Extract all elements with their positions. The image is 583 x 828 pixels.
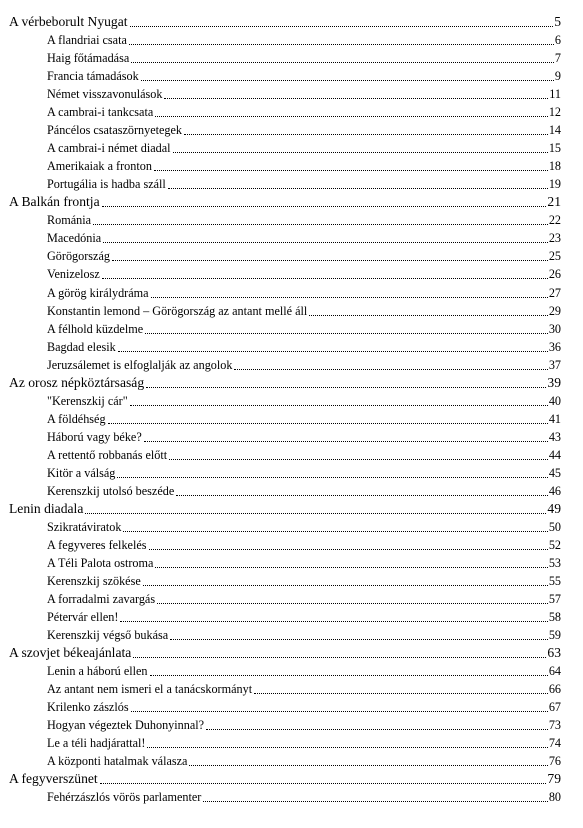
toc-entry-title: A flandriai csata [47, 33, 127, 48]
toc-section-entry [9, 282, 561, 300]
toc-entry-title: Páncélos csataszörnyetegek [47, 123, 183, 138]
toc-dot-leader [145, 330, 548, 334]
toc-entry-title: Haig főtámadása [47, 51, 130, 66]
toc-page-number: 80 [548, 790, 561, 805]
toc-dot-leader [169, 456, 548, 460]
toc-dot-leader [164, 95, 548, 99]
toc-dot-leader [144, 438, 548, 442]
toc-section-entry [9, 553, 561, 571]
toc-section-entry [9, 751, 561, 769]
toc-entry-title: A fegyverszünet [9, 771, 98, 787]
toc-section-entry [9, 391, 561, 409]
toc-entry-title: Kerenszkij végső bukása [47, 628, 169, 643]
toc-entry-title: Hogyan végeztek Duhonyinnal? [47, 718, 205, 733]
toc-dot-leader [131, 708, 548, 712]
toc-chapter-entry [9, 643, 561, 661]
toc-page-number: 59 [548, 628, 561, 643]
toc-page-number: 25 [548, 249, 561, 264]
toc-entry-title: A fegyveres felkelés [47, 537, 147, 552]
toc-dot-leader [118, 348, 548, 352]
toc-page-number: 26 [548, 267, 561, 282]
toc-page-number: 39 [547, 374, 561, 390]
toc-dot-leader [146, 384, 546, 388]
toc-entry-title: A félhold küzdelme [47, 321, 144, 336]
toc-entry-title: "Kerenszkij cár" [47, 393, 128, 408]
toc-page-number: 49 [547, 500, 561, 516]
toc-dot-leader [189, 762, 547, 766]
toc-chapter-entry [9, 373, 561, 391]
toc-page-number: 14 [548, 123, 561, 138]
toc-dot-leader [102, 275, 548, 279]
toc-dot-leader [143, 582, 548, 586]
toc-dot-leader [147, 744, 547, 748]
toc-chapter-entry [9, 769, 561, 787]
toc-page-number: 12 [548, 105, 561, 120]
toc-dot-leader [155, 113, 548, 117]
toc-dot-leader [203, 798, 547, 802]
toc-dot-leader [130, 23, 554, 27]
toc-page-number: 11 [549, 87, 561, 102]
toc-page-number: 36 [548, 339, 561, 354]
toc-section-entry [9, 715, 561, 733]
toc-page-number: 50 [548, 519, 561, 534]
toc-entry-title: Amerikaiak a fronton [47, 159, 152, 174]
toc-section-entry [9, 138, 561, 156]
toc-section-entry [9, 589, 561, 607]
toc-section-entry [9, 174, 561, 192]
toc-page-number: 44 [548, 447, 561, 462]
toc-page-number: 9 [554, 69, 561, 84]
toc-dot-leader [254, 690, 548, 694]
toc-entry-title: A vérbeborult Nyugat [9, 14, 128, 30]
toc-entry-title: Portugália is hadba száll [47, 177, 166, 192]
toc-chapter-entry [9, 499, 561, 517]
toc-section-entry [9, 246, 561, 264]
toc-dot-leader [129, 41, 554, 45]
toc-page-number: 67 [548, 700, 561, 715]
toc-page-number: 46 [548, 483, 561, 498]
toc-page-number: 27 [548, 285, 561, 300]
toc-entry-title: Macedónia [47, 231, 102, 246]
toc-page-number: 53 [548, 555, 561, 570]
toc-section-entry [9, 787, 561, 805]
toc-section-entry [9, 733, 561, 751]
toc-page-number: 40 [548, 393, 561, 408]
toc-entry-title: Kitör a válság [47, 465, 116, 480]
toc-dot-leader [206, 726, 548, 730]
toc-section-entry [9, 463, 561, 481]
toc-dot-leader [173, 149, 548, 153]
toc-entry-title: Konstantin lemond – Görögország az antant mellé áll [47, 303, 308, 318]
toc-dot-leader [131, 59, 554, 63]
toc-entry-title: Francia támadások [47, 69, 139, 84]
toc-entry-title: Az orosz népköztársaság [9, 374, 145, 390]
toc-page-number: 73 [548, 718, 561, 733]
toc-dot-leader [150, 672, 548, 676]
toc-section-entry [9, 697, 561, 715]
toc-dot-leader [117, 474, 547, 478]
toc-entry-title: A cambrai-i német diadal [47, 141, 171, 156]
toc-entry-title: A szovjet békeajánlata [9, 645, 132, 661]
toc-page-number: 23 [548, 231, 561, 246]
toc-dot-leader [133, 654, 546, 658]
toc-entry-title: A forradalmi zavargás [47, 592, 156, 607]
toc-dot-leader [120, 618, 547, 622]
toc-page-number: 52 [548, 537, 561, 552]
toc-page-number: 6 [554, 33, 561, 48]
toc-page-number: 79 [547, 771, 561, 787]
toc-dot-leader [184, 131, 548, 135]
toc-section-entry [9, 337, 561, 355]
toc-section-entry [9, 210, 561, 228]
toc-page-number: 57 [548, 592, 561, 607]
toc-page-number: 15 [548, 141, 561, 156]
toc-dot-leader [102, 203, 547, 207]
toc-page-number: 55 [548, 574, 561, 588]
toc-page-number: 58 [548, 610, 561, 625]
toc-dot-leader [93, 221, 548, 225]
toc-section-entry [9, 409, 561, 427]
toc-page-number: 43 [548, 429, 561, 444]
toc-page-number: 64 [548, 664, 561, 679]
toc-chapter-entry [9, 12, 561, 30]
toc-section-entry [9, 625, 561, 643]
toc-section-entry [9, 445, 561, 463]
toc-section-entry [9, 30, 561, 48]
toc-entry-title: Lenin a háború ellen [47, 664, 148, 679]
toc-dot-leader [151, 294, 548, 298]
toc-page-number: 45 [548, 465, 561, 480]
toc-dot-leader [234, 366, 547, 370]
toc-page-number: 41 [548, 411, 561, 426]
toc-section-entry [9, 481, 561, 499]
toc-page-number: 66 [548, 682, 561, 697]
toc-entry-title: Krilenko zászlós [47, 700, 129, 715]
toc-page-number: 63 [547, 645, 561, 661]
toc-section-entry [9, 679, 561, 697]
toc-entry-title: Szikratáviratok [47, 519, 122, 534]
toc-dot-leader [130, 402, 548, 406]
toc-page-number: 30 [548, 321, 561, 336]
toc-section-entry [9, 607, 561, 625]
toc-page-number: 5 [554, 14, 561, 30]
toc-dot-leader [108, 420, 548, 424]
toc-chapter-entry [9, 192, 561, 210]
toc-entry-title: Görögország [47, 249, 110, 264]
toc-entry-title: A rettentő robbanás előtt [47, 447, 168, 462]
toc-dot-leader [149, 546, 548, 550]
toc-dot-leader [123, 528, 547, 532]
toc-section-entry [9, 48, 561, 66]
toc-entry-title: Venizelosz [47, 267, 100, 282]
toc-entry-title: A központi hatalmak válasza [47, 754, 188, 769]
toc-section-entry [9, 517, 561, 535]
toc-section-entry [9, 571, 561, 589]
toc-entry-title: Az antant nem ismeri el a tanácskormányt [47, 682, 253, 697]
toc-entry-title: A Balkán frontja [9, 194, 100, 210]
toc-entry-title: Lenin diadala [9, 500, 84, 516]
toc-entry-title: Kerenszkij szökése [47, 574, 141, 588]
toc-dot-leader [309, 312, 548, 316]
toc-entry-title: Jeruzsálemet is elfoglalják az angolok [47, 357, 233, 372]
toc-section-entry [9, 355, 561, 373]
toc-dot-leader [170, 636, 548, 640]
toc-dot-leader [141, 77, 554, 81]
toc-section-entry [9, 264, 561, 282]
toc-page-number: 74 [548, 736, 561, 751]
toc-page-number: 21 [547, 194, 561, 210]
toc-entry-title: A földéhség [47, 411, 106, 426]
toc-section-entry [9, 301, 561, 319]
toc-dot-leader [100, 780, 547, 784]
toc-dot-leader [154, 167, 548, 171]
toc-section-entry [9, 120, 561, 138]
toc-page-number: 22 [548, 213, 561, 228]
toc-page-number: 29 [548, 303, 561, 318]
toc-section-entry [9, 228, 561, 246]
toc-section-entry [9, 66, 561, 84]
toc-entry-title: Pétervár ellen! [47, 610, 119, 625]
toc-dot-leader [157, 600, 548, 604]
table-of-contents [9, 12, 561, 805]
toc-dot-leader [103, 239, 548, 243]
toc-entry-title: Le a téli hadjárattal! [47, 736, 146, 751]
toc-section-entry [9, 156, 561, 174]
toc-entry-title: A görög királydráma [47, 285, 149, 300]
toc-page-number: 18 [548, 159, 561, 174]
toc-entry-title: Háború vagy béke? [47, 429, 142, 444]
toc-page-number: 19 [548, 177, 561, 192]
toc-section-entry [9, 427, 561, 445]
toc-entry-title: Német visszavonulások [47, 87, 163, 102]
toc-entry-title: Románia [47, 213, 92, 228]
toc-page-number: 76 [548, 754, 561, 769]
toc-section-entry [9, 84, 561, 102]
toc-dot-leader [112, 257, 548, 261]
toc-entry-title: A cambrai-i tankcsata [47, 105, 154, 120]
toc-section-entry [9, 661, 561, 679]
toc-entry-title: Kerenszkij utolsó beszéde [47, 483, 175, 498]
toc-dot-leader [176, 492, 548, 496]
toc-entry-title: Bagdad elesik [47, 339, 116, 354]
toc-section-entry [9, 102, 561, 120]
toc-dot-leader [155, 564, 547, 568]
toc-section-entry [9, 535, 561, 553]
toc-page-number: 37 [548, 357, 561, 372]
toc-dot-leader [85, 510, 546, 514]
toc-entry-title: A Téli Palota ostroma [47, 555, 154, 570]
toc-section-entry [9, 319, 561, 337]
toc-page-number: 7 [554, 51, 561, 66]
toc-dot-leader [168, 185, 548, 189]
toc-entry-title: Fehérzászlós vörös parlamenter [47, 790, 202, 805]
